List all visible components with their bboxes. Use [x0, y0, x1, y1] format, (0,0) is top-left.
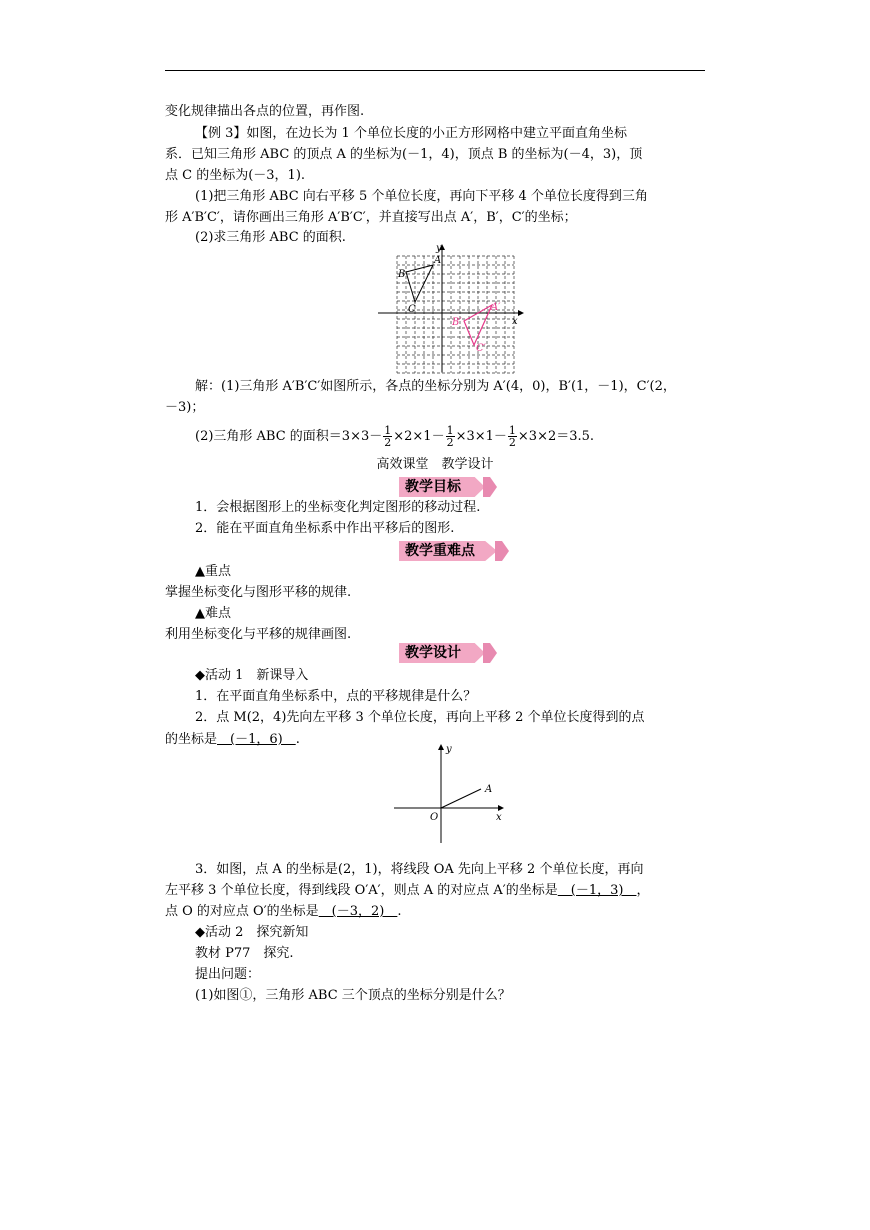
x-axis-label: x	[512, 316, 518, 327]
text-line: 左平移 3 个单位长度，得到线段 O′A′，则点 A 的对应点 A′的坐标是 (－1，3) ，	[165, 883, 650, 898]
text-line: 提出问题：	[195, 967, 261, 982]
banner-teaching-goal: 教学目标	[399, 477, 499, 499]
x-axis-label: x	[496, 812, 502, 823]
coordinate-figure	[390, 740, 510, 845]
text-line: 点 O 的对应点 O′的坐标是 (－3，2) .	[165, 904, 402, 919]
fraction: $\frac{1}{2}$	[384, 424, 392, 449]
y-axis-label: y	[436, 243, 442, 254]
text-line: (1)如图①，三角形 ABC 三个顶点的坐标分别是什么？	[195, 988, 511, 1003]
area-formula: (2)三角形 ABC 的面积＝3×3－ $\frac{1}{2}$ ×2×1－ $\frac{1}{2}$ ×3×1－ $\frac{1}{2}$ ×3×2＝3.5.	[195, 424, 595, 449]
solution-line: 解：(1)三角形 A′B′C′如图所示，各点的坐标分别为 A′(4，0)，B′(1，－1)，C′(2，	[195, 379, 676, 394]
section-title: 高效课堂 教学设计	[376, 457, 494, 472]
origin-label: O	[430, 812, 439, 823]
text-line: 3．如图，点 A 的坐标是(2，1)，将线段 OA 先向上平移 2 个单位长度，再向	[195, 862, 644, 877]
y-axis-label: y	[446, 744, 452, 755]
label-a: A	[485, 784, 493, 795]
banner-teaching-design: 教学设计	[399, 643, 499, 665]
label-c: C	[408, 304, 416, 315]
example-heading: 【例 3】如图，在边长为 1 个单位长度的小正方形网格中建立平面直角坐标	[195, 126, 627, 141]
top-rule	[165, 70, 705, 71]
text-line: 2．点 M(2，4)先向左平移 3 个单位长度，再向上平移 2 个单位长度得到的点	[195, 710, 645, 725]
fraction: $\frac{1}{2}$	[446, 424, 454, 449]
label-b-prime: B′	[452, 317, 462, 328]
label-a-prime: A′	[491, 302, 501, 313]
text-line: 掌握坐标变化与图形平移的规律.	[165, 585, 352, 600]
banner-key-difficult: 教学重难点	[399, 541, 511, 563]
text-line: －3)；	[165, 400, 205, 415]
segment-oa	[441, 789, 481, 808]
activity-heading: ◆活动 1 新课导入	[195, 668, 309, 683]
text-line: (2)求三角形 ABC 的面积.	[195, 230, 346, 245]
text-line: 1．在平面直角坐标系中，点的平移规律是什么？	[195, 689, 477, 704]
difficult-heading: ▲难点	[195, 606, 231, 621]
text-line: 的坐标是 (－1，6) .	[165, 732, 300, 747]
text-line: 变化规律描出各点的位置，再作图.	[165, 104, 365, 119]
text-line: 利用坐标变化与平移的规律画图.	[165, 627, 352, 642]
goal-item: 2．能在平面直角坐标系中作出平移后的图形.	[195, 521, 455, 536]
label-a: A	[434, 255, 442, 266]
answer-blank: (－1，3)	[557, 883, 637, 898]
answer-blank: (－1，6)	[217, 732, 296, 747]
label-c-prime: C′	[476, 343, 486, 354]
goal-item: 1．会根据图形上的坐标变化判定图形的移动过程.	[195, 500, 481, 515]
key-heading: ▲重点	[195, 564, 231, 579]
activity-heading: ◆活动 2 探究新知	[195, 925, 309, 940]
text-line: 教材 P77 探究.	[195, 946, 294, 961]
grid-figure	[370, 242, 530, 377]
text-line: 点 C 的坐标为(－3，1).	[165, 168, 306, 183]
fraction: $\frac{1}{2}$	[508, 424, 516, 449]
text-line: 系．已知三角形 ABC 的顶点 A 的坐标为(－1，4)，顶点 B 的坐标为(－4，3)，顶	[165, 147, 643, 162]
answer-blank: (－3，2)	[318, 904, 398, 919]
text-line: 形 A′B′C′，请你画出三角形 A′B′C′，并直接写出点 A′，B′，C′的坐标；	[165, 210, 577, 225]
text-line: (1)把三角形 ABC 向右平移 5 个单位长度，再向下平移 4 个单位长度得到三角	[195, 189, 648, 204]
label-b: B	[398, 269, 406, 280]
triangle-abc	[406, 265, 433, 302]
